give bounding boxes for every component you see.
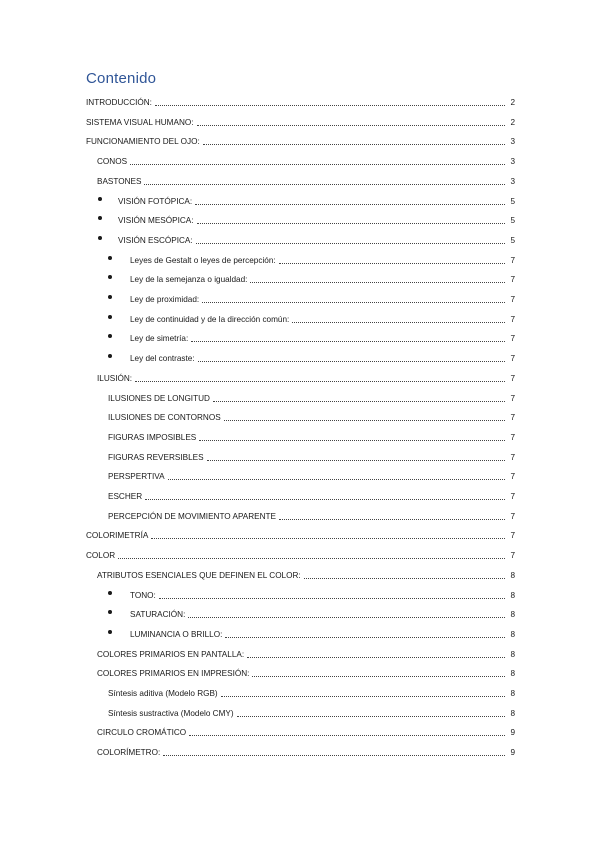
toc-page-number: 8 (510, 590, 515, 600)
dot-leader (188, 616, 505, 618)
toc-page-number: 7 (510, 393, 515, 403)
toc-entry-text: FUNCIONAMIENTO DEL OJO: (86, 137, 200, 147)
dot-leader (224, 419, 505, 421)
toc-entry-text: ILUSIONES DE CONTORNOS (108, 413, 221, 423)
toc-entry[interactable] (97, 370, 515, 384)
dot-leader (197, 124, 505, 126)
toc-entry[interactable] (108, 488, 515, 502)
bullet-icon (108, 630, 112, 634)
toc-entry-text: ATRIBUTOS ESENCIALES QUE DEFINEN EL COLOR: (97, 570, 301, 580)
toc-entry-text: PERCEPCIÓN DE MOVIMIENTO APARENTE (108, 511, 277, 521)
toc-entry-text: VISIÓN ESCÓPICA: (118, 235, 193, 245)
dot-leader (159, 597, 505, 599)
toc-entry-text: Ley de simetría: (130, 334, 189, 344)
dot-leader (155, 104, 505, 106)
dot-leader (191, 340, 505, 342)
bullet-icon (108, 354, 112, 358)
toc-page-number: 9 (510, 748, 515, 758)
toc-page-number: 7 (510, 531, 515, 541)
toc-page-number: 7 (510, 295, 515, 304)
dot-leader (197, 222, 505, 224)
toc-page-number: 3 (510, 137, 515, 147)
dot-leader (145, 498, 505, 500)
toc-entry-text: Ley de continuidad y de la dirección común: (130, 314, 290, 324)
toc-entry[interactable] (130, 311, 515, 325)
toc-entry-text: COLORES PRIMARIOS EN PANTALLA: (97, 649, 245, 659)
toc-entry[interactable] (130, 606, 515, 620)
toc-entry-text: COLORES PRIMARIOS EN IMPRESIÓN: (97, 669, 250, 679)
toc-entry-text: Síntesis sustractiva (Modelo CMY) (108, 708, 234, 718)
toc-entry[interactable] (118, 193, 515, 207)
toc-page-number: 7 (510, 255, 515, 265)
toc-title: Contenido (86, 70, 157, 87)
bullet-icon (98, 216, 102, 220)
toc-entry[interactable] (108, 468, 515, 482)
toc-entry-text: TONO: (130, 590, 156, 600)
toc-entry-text: PERSPERTIVA (108, 472, 165, 482)
bullet-icon (108, 275, 112, 279)
toc-entry[interactable] (86, 527, 515, 541)
toc-entry-text: FIGURAS REVERSIBLES (108, 452, 204, 462)
toc-page-number: 8 (510, 610, 515, 620)
toc-page-number: 7 (510, 334, 515, 344)
toc-page-number: 7 (510, 373, 515, 383)
toc-entry-text: SATURACIÓN: (130, 610, 186, 620)
dot-leader (130, 163, 505, 165)
toc-entry[interactable] (118, 232, 515, 246)
toc-page-number: 7 (510, 432, 515, 442)
dot-leader (237, 715, 505, 717)
toc-page-number: 8 (510, 669, 515, 679)
toc-entry[interactable] (108, 508, 515, 522)
toc-page-number: 2 (510, 98, 515, 107)
toc-page-number: 7 (510, 413, 515, 423)
toc-entry[interactable] (130, 271, 515, 285)
dot-leader (198, 360, 505, 362)
toc-page-number: 8 (510, 689, 515, 698)
toc-page-number: 8 (510, 629, 515, 639)
toc-entry[interactable] (108, 705, 515, 719)
dot-leader (168, 478, 505, 480)
toc-page-number: 7 (510, 452, 515, 462)
dot-leader (213, 400, 505, 402)
dot-leader (151, 537, 505, 539)
dot-leader (207, 459, 505, 461)
dot-leader (279, 262, 505, 264)
toc-page-number: 8 (510, 570, 515, 580)
toc-entry[interactable] (130, 330, 515, 344)
dot-leader (202, 301, 505, 303)
bullet-icon (108, 256, 112, 260)
toc-entry[interactable] (97, 665, 515, 679)
dot-leader (252, 675, 505, 677)
toc-entry[interactable] (108, 685, 515, 699)
toc-entry[interactable] (130, 587, 515, 601)
toc-page-number: 7 (510, 275, 515, 285)
toc-entry-text: LUMINANCIA O BRILLO: (130, 629, 223, 639)
toc-entry[interactable] (97, 724, 515, 738)
toc-page-number: 9 (510, 728, 515, 738)
toc-entry[interactable] (86, 133, 515, 147)
toc-page-number: 3 (510, 157, 515, 167)
toc-entry[interactable] (97, 153, 515, 167)
toc-entry[interactable] (130, 350, 515, 364)
dot-leader (135, 380, 505, 382)
bullet-icon (108, 334, 112, 338)
toc-entry-text: ESCHER (108, 492, 143, 501)
toc-entry[interactable] (130, 252, 515, 266)
dot-leader (279, 518, 505, 520)
toc-page-number: 5 (510, 235, 515, 245)
toc-entry-text: VISIÓN FOTÓPICA: (118, 196, 193, 206)
toc-page-number: 7 (510, 314, 515, 324)
toc-entry-text: VISIÓN MESÓPICA: (118, 216, 194, 226)
toc-entry[interactable] (97, 646, 515, 660)
dot-leader (189, 734, 505, 736)
toc-page-number: 7 (510, 511, 515, 521)
dot-leader (144, 183, 505, 185)
toc-entry[interactable] (97, 567, 515, 581)
toc-page-number: 7 (510, 492, 515, 501)
toc-entry[interactable] (97, 173, 515, 187)
toc-entry[interactable] (108, 409, 515, 423)
dot-leader (247, 656, 505, 658)
dot-leader (163, 754, 505, 756)
toc-entry-text: COLOR (86, 551, 116, 561)
toc-page-number: 3 (510, 176, 515, 186)
dot-leader (304, 577, 505, 579)
bullet-icon (108, 591, 112, 595)
toc-entry-text: Ley de proximidad: (130, 295, 200, 304)
toc-entry[interactable] (108, 429, 515, 443)
dot-leader (195, 203, 505, 205)
toc-entry-text: COLORÍMETRO: (97, 748, 161, 758)
toc-entry[interactable] (86, 94, 515, 108)
toc-entry-text: CONOS (97, 157, 128, 167)
dot-leader (199, 439, 505, 441)
bullet-icon (108, 610, 112, 614)
toc-page-number: 8 (510, 649, 515, 659)
toc-page-number: 7 (510, 354, 515, 364)
toc-entry-text: SISTEMA VISUAL HUMANO: (86, 117, 194, 127)
dot-leader (196, 242, 505, 244)
toc-entry-text: ILUSIONES DE LONGITUD (108, 393, 210, 403)
dot-leader (203, 143, 505, 145)
toc-entry[interactable] (130, 291, 515, 305)
toc-page-number: 2 (510, 117, 515, 127)
bullet-icon (108, 315, 112, 319)
toc-page-number: 8 (510, 708, 515, 718)
toc-entry[interactable] (86, 114, 515, 128)
bullet-icon (98, 236, 102, 240)
toc-entry-text: Leyes de Gestalt o leyes de percepción: (130, 255, 276, 265)
toc-entry-text: INTRODUCCIÓN: (86, 98, 152, 107)
toc-entry[interactable] (97, 744, 515, 758)
dot-leader (250, 281, 505, 283)
toc-entry[interactable] (86, 547, 515, 561)
toc-entry-text: COLORIMETRÍA (86, 531, 149, 541)
dot-leader (292, 321, 505, 323)
toc-entry-text: Ley del contraste: (130, 354, 195, 364)
toc-page-number: 5 (510, 196, 515, 206)
toc-entry-text: Síntesis aditiva (Modelo RGB) (108, 689, 218, 698)
toc-entry[interactable] (108, 390, 515, 404)
toc-page-number: 5 (510, 216, 515, 226)
toc-entry-text: ILUSIÓN: (97, 373, 133, 383)
toc-entry-text: CIRCULO CROMÁTICO (97, 728, 187, 738)
bullet-icon (98, 197, 102, 201)
dot-leader (221, 695, 505, 697)
dot-leader (118, 557, 505, 559)
dot-leader (225, 636, 505, 638)
toc-entry-text: BASTONES (97, 176, 142, 186)
toc-entry[interactable] (108, 449, 515, 463)
toc-entry-text: Ley de la semejanza o igualdad: (130, 275, 248, 285)
toc-page-number: 7 (510, 472, 515, 482)
bullet-icon (108, 295, 112, 299)
toc-entry-text: FIGURAS IMPOSIBLES (108, 432, 197, 442)
toc-entry[interactable] (118, 212, 515, 226)
toc-entry[interactable] (130, 626, 515, 640)
toc-page-number: 7 (510, 551, 515, 561)
